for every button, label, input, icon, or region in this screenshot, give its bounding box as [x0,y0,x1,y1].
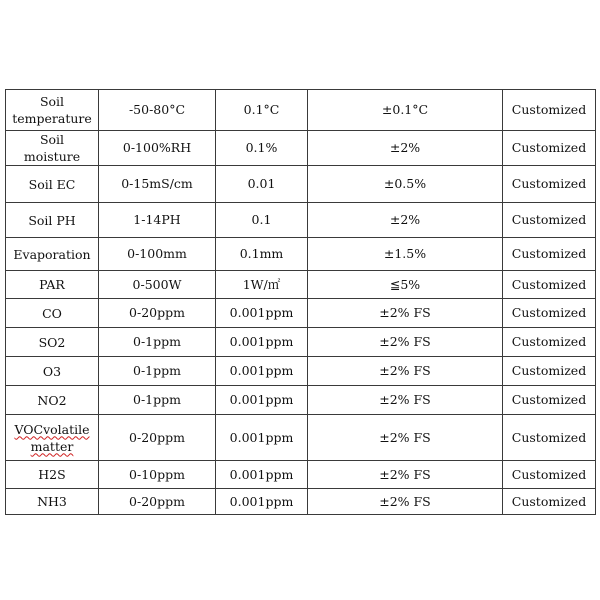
parameter-cell: Soil PH [6,203,99,238]
resolution-cell: 0.001ppm [216,415,308,461]
parameter-cell: Soil EC [6,166,99,203]
customization-cell: Customized [503,166,596,203]
table-row [6,386,596,415]
parameter-cell: H2S [6,461,99,489]
range-cell: 0-1ppm [99,328,216,357]
table-row [6,461,596,489]
accuracy-cell: ±2% FS [308,299,503,328]
range-cell: 0-100%RH [99,131,216,166]
customization-cell: Customized [503,131,596,166]
table-row [6,328,596,357]
customization-cell: Customized [503,489,596,515]
resolution-cell: 0.001ppm [216,299,308,328]
table-row [6,415,596,461]
range-cell: 0-10ppm [99,461,216,489]
customization-cell: Customized [503,328,596,357]
resolution-cell: 0.1°C [216,90,308,131]
accuracy-cell: ±2% FS [308,357,503,386]
table-row [6,357,596,386]
accuracy-cell: ≦5% [308,271,503,299]
range-cell: 0-500W [99,271,216,299]
table-row [6,166,596,203]
accuracy-cell: ±2% FS [308,386,503,415]
table-row [6,489,596,515]
table-row [6,299,596,328]
accuracy-cell: ±2% FS [308,328,503,357]
table-row [6,271,596,299]
accuracy-cell: ±2% FS [308,461,503,489]
customization-cell: Customized [503,203,596,238]
range-cell: 0-15mS/cm [99,166,216,203]
range-cell: 0-20ppm [99,299,216,328]
table-row [6,238,596,271]
resolution-cell: 0.1% [216,131,308,166]
sensor-spec-table [5,89,596,515]
range-cell: 0-100mm [99,238,216,271]
parameter-cell: O3 [6,357,99,386]
customization-cell: Customized [503,90,596,131]
range-cell: 0-20ppm [99,489,216,515]
resolution-cell: 0.01 [216,166,308,203]
accuracy-cell: ±2% [308,131,503,166]
range-cell: 0-20ppm [99,415,216,461]
parameter-cell: SO2 [6,328,99,357]
resolution-cell: 0.001ppm [216,461,308,489]
customization-cell: Customized [503,238,596,271]
resolution-cell: 0.001ppm [216,328,308,357]
accuracy-cell: ±2% FS [308,489,503,515]
resolution-cell: 0.1mm [216,238,308,271]
accuracy-cell: ±2% [308,203,503,238]
range-cell: 0-1ppm [99,386,216,415]
resolution-cell: 0.1 [216,203,308,238]
accuracy-cell: ±0.1°C [308,90,503,131]
customization-cell: Customized [503,415,596,461]
parameter-cell: NH3 [6,489,99,515]
resolution-cell: 0.001ppm [216,357,308,386]
range-cell: 1-14PH [99,203,216,238]
parameter-cell: Soil temperature [6,90,99,131]
parameter-cell: Soil moisture [6,131,99,166]
customization-cell: Customized [503,461,596,489]
parameter-cell: VOCvolatile matter [6,415,99,461]
range-cell: -50-80°C [99,90,216,131]
parameter-cell: NO2 [6,386,99,415]
customization-cell: Customized [503,299,596,328]
accuracy-cell: ±1.5% [308,238,503,271]
parameter-cell: Evaporation [6,238,99,271]
table-row [6,203,596,238]
parameter-cell: PAR [6,271,99,299]
table-row [6,90,596,131]
accuracy-cell: ±0.5% [308,166,503,203]
resolution-cell: 0.001ppm [216,386,308,415]
customization-cell: Customized [503,357,596,386]
range-cell: 0-1ppm [99,357,216,386]
customization-cell: Customized [503,386,596,415]
resolution-cell: 0.001ppm [216,489,308,515]
customization-cell: Customized [503,271,596,299]
accuracy-cell: ±2% FS [308,415,503,461]
table-row [6,131,596,166]
resolution-cell: 1W/㎡ [216,271,308,299]
parameter-cell: CO [6,299,99,328]
